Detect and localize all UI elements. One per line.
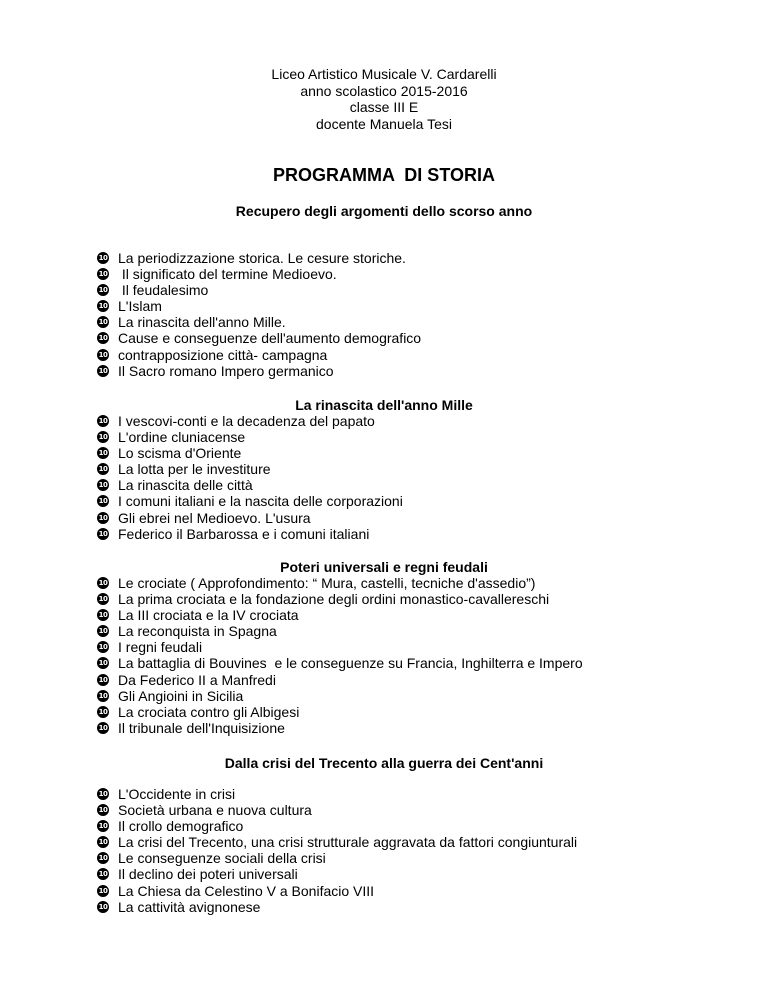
list-item-text: contrapposizione città- campagna <box>118 346 328 363</box>
list-item <box>97 282 421 298</box>
list-item <box>97 510 403 526</box>
list-item-text: La periodizzazione storica. Le cesure storiche. <box>118 250 406 266</box>
list-item <box>97 899 577 915</box>
list-item <box>97 866 577 882</box>
list-item <box>97 639 583 655</box>
section-list <box>97 786 577 915</box>
list-item-text: Lo scisma d'Oriente <box>118 445 242 462</box>
list-item-text: La reconquista in Spagna <box>118 623 277 640</box>
list-item-text: Da Federico II a Manfredi <box>118 671 276 688</box>
list-item <box>97 623 583 639</box>
circled-number-ten-icon: 10 <box>98 595 108 604</box>
teacher-name: docente Manuela Tesi <box>316 115 452 132</box>
section-list <box>97 250 421 379</box>
list-item-text: La Chiesa da Celestino V a Bonifacio VIII <box>118 882 375 899</box>
section-heading: La rinascita dell'anno Mille <box>295 397 473 413</box>
circled-number-ten-icon: 10 <box>98 286 108 295</box>
circled-number-ten-icon: 10 <box>98 902 108 911</box>
list-item <box>97 445 403 461</box>
list-item <box>97 720 583 736</box>
list-item <box>97 672 583 688</box>
circled-number-ten-icon: 10 <box>98 366 108 375</box>
list-item-text: La III crociata e la IV crociata <box>118 607 299 624</box>
circled-number-ten-icon: 10 <box>98 417 108 425</box>
list-item <box>97 802 577 818</box>
circled-number-ten-icon: 10 <box>98 707 108 716</box>
list-item-text: I vescovi-conti e la decadenza del papato <box>118 413 375 429</box>
circled-number-ten-icon: 10 <box>98 822 108 831</box>
list-item-text: La lotta per le investiture <box>118 461 271 478</box>
list-item-text: La crociata contro gli Albigesi <box>118 703 300 720</box>
list-item <box>97 429 403 445</box>
circled-number-ten-icon: 10 <box>98 513 108 522</box>
list-item-text: Il tribunale dell'Inquisizione <box>118 719 285 736</box>
page-title: PROGRAMMA DI STORIA <box>272 165 495 185</box>
list-item <box>97 363 421 379</box>
section-heading: Poteri universali e regni feudali <box>280 559 488 575</box>
list-item-text: La battaglia di Bouvines e le conseguenze su Francia, Inghilterra e Impero <box>118 655 583 672</box>
list-item-text: L'ordine cluniacense <box>118 429 246 446</box>
circled-number-ten-icon: 10 <box>98 302 108 311</box>
document-header <box>0 66 768 132</box>
list-item-text: L'Islam <box>118 298 162 315</box>
list-item-text: I regni feudali <box>118 639 203 656</box>
circled-number-ten-icon: 10 <box>98 270 108 279</box>
circled-number-ten-icon: 10 <box>98 481 108 490</box>
section-heading: Dalla crisi del Trecento alla guerra dei Cent'anni <box>224 755 544 771</box>
circled-number-ten-icon: 10 <box>98 497 108 506</box>
section-heading: Recupero degli argomenti dello scorso anno <box>235 203 533 219</box>
list-item <box>97 575 583 591</box>
list-item <box>97 704 583 720</box>
list-item <box>97 314 421 330</box>
circled-number-ten-icon: 10 <box>98 675 108 684</box>
circled-number-ten-icon: 10 <box>98 659 108 668</box>
circled-number-ten-icon: 10 <box>98 691 108 700</box>
list-item <box>97 266 421 282</box>
list-item <box>97 607 583 623</box>
list-item-text: L'Occidente in crisi <box>118 786 236 802</box>
list-item-text: Società urbana e nuova cultura <box>118 802 312 819</box>
list-item-text: La rinascita dell'anno Mille. <box>118 314 286 331</box>
circled-number-ten-icon: 10 <box>98 334 108 343</box>
list-item <box>97 883 577 899</box>
list-item-text: La prima crociata e la fondazione degli ordini monastico-cavallereschi <box>118 591 550 608</box>
list-item <box>97 477 403 493</box>
circled-number-ten-icon: 10 <box>98 806 108 815</box>
list-item-text: Il significato del termine Medioevo. <box>118 266 337 283</box>
list-item-text: I comuni italiani e la nascita delle corporazioni <box>118 493 403 510</box>
section-list <box>97 575 583 736</box>
circled-number-ten-icon: 10 <box>98 611 108 620</box>
circled-number-ten-icon: 10 <box>98 529 108 538</box>
list-item <box>97 413 403 429</box>
list-item <box>97 655 583 671</box>
class-name: classe III E <box>349 99 419 115</box>
circled-number-ten-icon: 10 <box>98 318 108 327</box>
list-item-text: Il declino dei poteri universali <box>118 866 298 883</box>
circled-number-ten-icon: 10 <box>98 854 108 863</box>
list-item <box>97 250 421 266</box>
list-item <box>97 688 583 704</box>
circled-number-ten-icon: 10 <box>98 350 108 359</box>
section-list <box>97 413 403 542</box>
list-item <box>97 347 421 363</box>
list-item <box>97 834 577 850</box>
list-item-text: Cause e conseguenze dell'aumento demografico <box>118 330 422 347</box>
list-item-text: Il Sacro romano Impero germanico <box>118 362 334 379</box>
list-item-text: La cattività avignonese <box>118 898 261 915</box>
school-name: Liceo Artistico Musicale V. Cardarelli <box>271 66 497 82</box>
list-item <box>97 330 421 346</box>
circled-number-ten-icon: 10 <box>98 723 108 732</box>
circled-number-ten-icon: 10 <box>98 790 108 798</box>
circled-number-ten-icon: 10 <box>98 627 108 636</box>
list-item <box>97 818 577 834</box>
circled-number-ten-icon: 10 <box>98 838 108 847</box>
list-item <box>97 526 403 542</box>
circled-number-ten-icon: 10 <box>98 643 108 652</box>
list-item <box>97 786 577 802</box>
circled-number-ten-icon: 10 <box>98 579 108 587</box>
list-item <box>97 298 421 314</box>
list-item-text: Gli Angioini in Sicilia <box>118 687 244 704</box>
circled-number-ten-icon: 10 <box>98 433 108 442</box>
circled-number-ten-icon: 10 <box>98 449 108 458</box>
list-item-text: La rinascita delle città <box>118 477 253 494</box>
circled-number-ten-icon: 10 <box>98 886 108 895</box>
list-item-text: La crisi del Trecento, una crisi strutturale aggravata da fattori congiunturali <box>118 834 578 851</box>
list-item <box>97 591 583 607</box>
school-year: anno scolastico 2015-2016 <box>300 82 468 99</box>
circled-number-ten-icon: 10 <box>98 870 108 879</box>
list-item-text: Federico il Barbarossa e i comuni italiani <box>118 525 370 542</box>
list-item <box>97 493 403 509</box>
list-item <box>97 850 577 866</box>
list-item-text: Le conseguenze sociali della crisi <box>118 850 326 867</box>
circled-number-ten-icon: 10 <box>98 254 108 262</box>
circled-number-ten-icon: 10 <box>98 465 108 474</box>
list-item-text: Il feudalesimo <box>118 282 209 299</box>
list-item-text: Il crollo demografico <box>118 818 244 835</box>
list-item-text: Gli ebrei nel Medioevo. L'usura <box>118 509 311 526</box>
list-item <box>97 461 403 477</box>
list-item-text: Le crociate ( Approfondimento: “ Mura, castelli, tecniche d'assedio”) <box>118 575 536 591</box>
